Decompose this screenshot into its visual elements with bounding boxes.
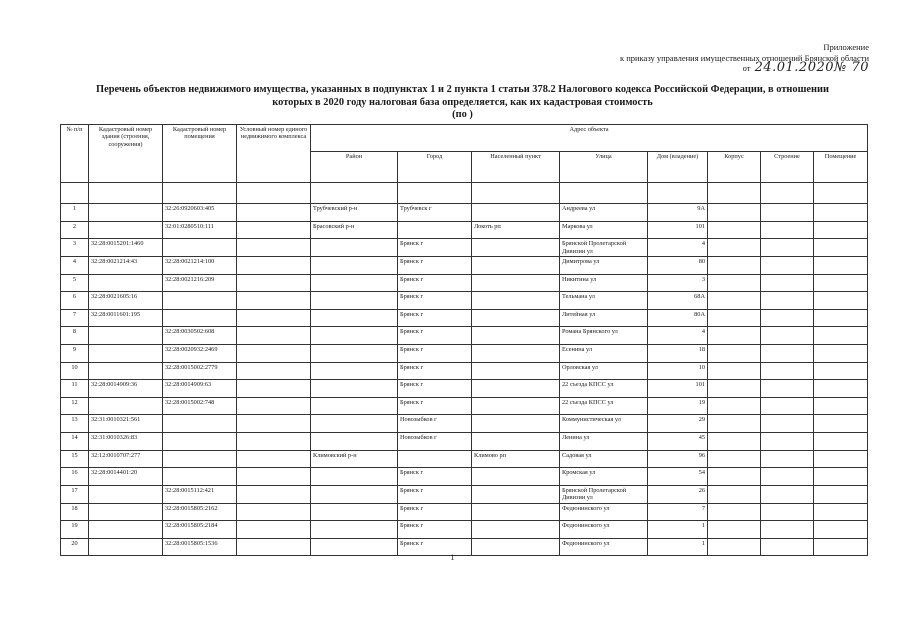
table-row: [61, 344, 868, 362]
cell-pomeshchenie: [814, 450, 868, 468]
cell-number: 16: [61, 468, 89, 486]
cell-complex-number: [237, 292, 311, 310]
cell-city: Брянск г: [398, 344, 472, 362]
cell-number: 15: [61, 450, 89, 468]
cell-pomeshchenie: [814, 327, 868, 345]
cell-complex-number: [237, 274, 311, 292]
cell-street: Романа Брянского ул: [560, 327, 648, 345]
cell-house: 1: [648, 538, 708, 556]
cell-complex-number: [237, 397, 311, 415]
cell-room-cadastral: 32:28:0015805:1536: [163, 538, 237, 556]
cell-district: [311, 380, 398, 398]
cell-building-cadastral: 32:28:0014401:20: [89, 468, 163, 486]
cell-house: 19: [648, 397, 708, 415]
cell-district: [311, 485, 398, 503]
cell-pomeshchenie: [814, 204, 868, 222]
cell-complex-number: [237, 432, 311, 450]
cell-city: Брянск г: [398, 503, 472, 521]
title-line-3: (по ): [452, 109, 473, 120]
cell-room-cadastral: 32:28:0030502:608: [163, 327, 237, 345]
cell-number: 4: [61, 257, 89, 275]
cell-street: Орловская ул: [560, 362, 648, 380]
cell-complex-number: [237, 239, 311, 257]
cell-stroenie: [761, 362, 814, 380]
cell-pomeshchenie: [814, 221, 868, 239]
cell-complex-number: [237, 327, 311, 345]
cell-room-cadastral: [163, 415, 237, 433]
cell-number: 19: [61, 521, 89, 539]
cell-house: 29: [648, 415, 708, 433]
table-row: [61, 415, 868, 433]
header-number: № п/п: [61, 125, 89, 183]
cell-settlement: [472, 292, 560, 310]
cell-room-cadastral: 32:28:0020932:2469: [163, 344, 237, 362]
cell-district: [311, 309, 398, 327]
cell-pomeshchenie: [814, 257, 868, 275]
cell-korpus: [708, 450, 761, 468]
table-row: [61, 274, 868, 292]
cell-korpus: [708, 432, 761, 450]
document-title: [40, 84, 885, 122]
cell-room-cadastral: [163, 432, 237, 450]
cell-stroenie: [761, 292, 814, 310]
cell-street: Федюнинского ул: [560, 538, 648, 556]
cell-stroenie: [761, 344, 814, 362]
cell-district: [311, 503, 398, 521]
cell-building-cadastral: 32:28:0021214:43: [89, 257, 163, 275]
cell-house: 9А: [648, 204, 708, 222]
cell-settlement: [472, 204, 560, 222]
table-row: [61, 450, 868, 468]
title-line-1: Перечень объектов недвижимого имущества, указанных в подпунктах 1 и 2 пункта 1 статьи 378.2 Налогового кодекса Российской Федерации, в отношении: [96, 84, 829, 95]
cell-building-cadastral: [89, 327, 163, 345]
cell-stroenie: [761, 309, 814, 327]
cell-pomeshchenie: [814, 362, 868, 380]
header-city: Город: [398, 152, 472, 183]
cell-district: [311, 362, 398, 380]
cell-pomeshchenie: [814, 397, 868, 415]
cell-district: [311, 274, 398, 292]
header-address: Адрес объекта: [311, 125, 868, 152]
cell-building-cadastral: 32:28:0014909:36: [89, 380, 163, 398]
cell-room-cadastral: [163, 450, 237, 468]
cell-city: Новозыбков г: [398, 415, 472, 433]
cell-room-cadastral: 32:28:0015002:2779: [163, 362, 237, 380]
table-row: [61, 503, 868, 521]
cell-number: 12: [61, 397, 89, 415]
cell-settlement: [472, 485, 560, 503]
cell-district: [311, 344, 398, 362]
cell-pomeshchenie: [814, 485, 868, 503]
cell-street: Коммунистическая ул: [560, 415, 648, 433]
cell-settlement: [472, 309, 560, 327]
cell-stroenie: [761, 257, 814, 275]
cell-city: Брянск г: [398, 362, 472, 380]
cell-stroenie: [761, 274, 814, 292]
cell-street: Федюнинского ул: [560, 521, 648, 539]
cell-korpus: [708, 239, 761, 257]
cell-number: 8: [61, 327, 89, 345]
cell-city: Брянск г: [398, 397, 472, 415]
table-row: [61, 257, 868, 275]
appendix-label: Приложение: [823, 42, 869, 52]
cell-building-cadastral: [89, 362, 163, 380]
cell-settlement: [472, 415, 560, 433]
table-row: [61, 380, 868, 398]
cell-building-cadastral: 32:31:0010321:561: [89, 415, 163, 433]
cell-city: Брянск г: [398, 538, 472, 556]
cell-house: 4: [648, 327, 708, 345]
cell-street: Брянской Пролетарской Дивизии ул: [560, 485, 648, 503]
title-line-2: которых в 2020 году налоговая база определяется, как их кадастровая стоимость: [272, 96, 653, 108]
cell-district: Трубчевский р-н: [311, 204, 398, 222]
cell-stroenie: [761, 239, 814, 257]
table-row: [61, 521, 868, 539]
appendix-reference: к приказу управления имущественных отношений Брянской области: [619, 52, 869, 63]
appendix-block: [620, 42, 869, 74]
cell-building-cadastral: [89, 344, 163, 362]
cell-room-cadastral: [163, 292, 237, 310]
cell-city: Брянск г: [398, 292, 472, 310]
cell-settlement: [472, 257, 560, 275]
cell-number: 10: [61, 362, 89, 380]
cell-pomeshchenie: [814, 503, 868, 521]
cell-stroenie: [761, 415, 814, 433]
cell-settlement: [472, 274, 560, 292]
cell-house: 80: [648, 257, 708, 275]
cell-korpus: [708, 415, 761, 433]
cell-house: 68А: [648, 292, 708, 310]
cell-stroenie: [761, 503, 814, 521]
cell-street: Маркова ул: [560, 221, 648, 239]
cell-korpus: [708, 468, 761, 486]
cell-korpus: [708, 344, 761, 362]
cell-complex-number: [237, 221, 311, 239]
table-row: [61, 309, 868, 327]
cell-building-cadastral: [89, 521, 163, 539]
cell-building-cadastral: 32:28:0011601:195: [89, 309, 163, 327]
cell-building-cadastral: 32:28:0015201:1460: [89, 239, 163, 257]
header-stroenie: Строение: [761, 152, 814, 183]
cell-district: [311, 257, 398, 275]
cell-room-cadastral: 32:28:0021214:100: [163, 257, 237, 275]
header-complex-number: Условный номер единого недвижимого комплекса: [237, 125, 311, 183]
cell-street: Андреева ул: [560, 204, 648, 222]
cell-stroenie: [761, 397, 814, 415]
cell-number: 7: [61, 309, 89, 327]
property-register-table: [60, 124, 868, 556]
cell-complex-number: [237, 257, 311, 275]
cell-stroenie: [761, 450, 814, 468]
table-row: [61, 468, 868, 486]
cell-number: 6: [61, 292, 89, 310]
cell-pomeshchenie: [814, 309, 868, 327]
cell-pomeshchenie: [814, 274, 868, 292]
table-row: [61, 362, 868, 380]
cell-room-cadastral: [163, 239, 237, 257]
cell-street: Тельмана ул: [560, 292, 648, 310]
table-row: [61, 221, 868, 239]
cell-building-cadastral: [89, 485, 163, 503]
cell-district: Брасовский р-н: [311, 221, 398, 239]
cell-district: [311, 292, 398, 310]
cell-korpus: [708, 503, 761, 521]
cell-street: Федюнинского ул: [560, 503, 648, 521]
cell-room-cadastral: 32:26:0920603:405: [163, 204, 237, 222]
cell-korpus: [708, 521, 761, 539]
cell-building-cadastral: [89, 204, 163, 222]
cell-district: Климовский р-н: [311, 450, 398, 468]
cell-complex-number: [237, 485, 311, 503]
cell-complex-number: [237, 362, 311, 380]
cell-street: 22 съезда КПСС ул: [560, 380, 648, 398]
cell-pomeshchenie: [814, 432, 868, 450]
cell-room-cadastral: [163, 309, 237, 327]
cell-district: [311, 397, 398, 415]
cell-city: Брянск г: [398, 239, 472, 257]
cell-pomeshchenie: [814, 292, 868, 310]
cell-house: 1: [648, 521, 708, 539]
spacer-row: [61, 183, 868, 204]
cell-settlement: [472, 432, 560, 450]
cell-complex-number: [237, 309, 311, 327]
cell-room-cadastral: 32:28:0021216:209: [163, 274, 237, 292]
cell-street: 22 съезда КПСС ул: [560, 397, 648, 415]
cell-pomeshchenie: [814, 468, 868, 486]
cell-number: 11: [61, 380, 89, 398]
cell-city: Брянск г: [398, 485, 472, 503]
header-settlement: Населенный пункт: [472, 152, 560, 183]
cell-complex-number: [237, 415, 311, 433]
cell-number: 20: [61, 538, 89, 556]
table-row: [61, 397, 868, 415]
table-row: [61, 204, 868, 222]
cell-city: Брянск г: [398, 257, 472, 275]
cell-number: 13: [61, 415, 89, 433]
cell-pomeshchenie: [814, 415, 868, 433]
cell-settlement: [472, 468, 560, 486]
cell-pomeshchenie: [814, 521, 868, 539]
cell-room-cadastral: 32:28:0015805:2184: [163, 521, 237, 539]
cell-city: Брянск г: [398, 327, 472, 345]
cell-district: [311, 415, 398, 433]
cell-building-cadastral: 32:12:0010707:277: [89, 450, 163, 468]
cell-street: Никитина ул: [560, 274, 648, 292]
cell-complex-number: [237, 450, 311, 468]
cell-house: 10: [648, 362, 708, 380]
cell-complex-number: [237, 344, 311, 362]
cell-city: Брянск г: [398, 521, 472, 539]
cell-street: Есенина ул: [560, 344, 648, 362]
cell-building-cadastral: 32:28:0021605:16: [89, 292, 163, 310]
cell-house: 101: [648, 221, 708, 239]
cell-street: Ленина ул: [560, 432, 648, 450]
cell-building-cadastral: [89, 274, 163, 292]
cell-korpus: [708, 221, 761, 239]
cell-stroenie: [761, 327, 814, 345]
cell-number: 9: [61, 344, 89, 362]
date-prefix: от: [742, 63, 751, 73]
cell-settlement: Климово рп: [472, 450, 560, 468]
cell-number: 18: [61, 503, 89, 521]
cell-korpus: [708, 485, 761, 503]
header-korpus: Корпус: [708, 152, 761, 183]
cell-house: 101: [648, 380, 708, 398]
cell-house: 7: [648, 503, 708, 521]
cell-number: 2: [61, 221, 89, 239]
cell-number: 5: [61, 274, 89, 292]
cell-settlement: [472, 327, 560, 345]
cell-pomeshchenie: [814, 344, 868, 362]
cell-house: 45: [648, 432, 708, 450]
header-building-cadastral: Кадастровый номер здания (строения, сооружения): [89, 125, 163, 183]
cell-room-cadastral: [163, 468, 237, 486]
cell-stroenie: [761, 468, 814, 486]
cell-complex-number: [237, 468, 311, 486]
cell-building-cadastral: 32:31:0010326:83: [89, 432, 163, 450]
cell-number: 3: [61, 239, 89, 257]
cell-city: Новозыбков г: [398, 432, 472, 450]
cell-korpus: [708, 274, 761, 292]
header-street: Улица: [560, 152, 648, 183]
cell-settlement: [472, 521, 560, 539]
cell-complex-number: [237, 380, 311, 398]
table-row: [61, 239, 868, 257]
header-district: Район: [311, 152, 398, 183]
cell-room-cadastral: 32:28:0015112:421: [163, 485, 237, 503]
cell-room-cadastral: 32:28:0015805:2162: [163, 503, 237, 521]
cell-settlement: [472, 362, 560, 380]
cell-house: 4: [648, 239, 708, 257]
cell-korpus: [708, 257, 761, 275]
cell-city: Трубчевск г: [398, 204, 472, 222]
handwritten-date-number: 24.01.2020№ 70: [754, 60, 869, 75]
cell-stroenie: [761, 521, 814, 539]
cell-street: Литейная ул: [560, 309, 648, 327]
cell-stroenie: [761, 221, 814, 239]
header-room-cadastral: Кадастровый номер помещения: [163, 125, 237, 183]
cell-settlement: [472, 239, 560, 257]
cell-number: 14: [61, 432, 89, 450]
cell-pomeshchenie: [814, 380, 868, 398]
cell-complex-number: [237, 503, 311, 521]
cell-street: Садовая ул: [560, 450, 648, 468]
cell-number: 1: [61, 204, 89, 222]
cell-room-cadastral: 32:01:0280510:111: [163, 221, 237, 239]
table-row: [61, 292, 868, 310]
cell-street: Димитрова ул: [560, 257, 648, 275]
cell-city: [398, 450, 472, 468]
cell-stroenie: [761, 432, 814, 450]
cell-house: 18: [648, 344, 708, 362]
cell-street: Брянской Пролетарской Дивизии ул: [560, 239, 648, 257]
table-row: [61, 485, 868, 503]
cell-street: Кромская ул: [560, 468, 648, 486]
cell-district: [311, 468, 398, 486]
cell-district: [311, 432, 398, 450]
cell-korpus: [708, 362, 761, 380]
cell-city: Брянск г: [398, 309, 472, 327]
cell-district: [311, 239, 398, 257]
cell-building-cadastral: [89, 503, 163, 521]
cell-stroenie: [761, 485, 814, 503]
table-row: [61, 327, 868, 345]
cell-district: [311, 327, 398, 345]
cell-room-cadastral: 32:28:0015002:748: [163, 397, 237, 415]
cell-settlement: [472, 344, 560, 362]
cell-korpus: [708, 327, 761, 345]
cell-complex-number: [237, 204, 311, 222]
cell-house: 3: [648, 274, 708, 292]
cell-house: 54: [648, 468, 708, 486]
cell-room-cadastral: 32:28:0014909:63: [163, 380, 237, 398]
cell-house: 96: [648, 450, 708, 468]
appendix-date-line: [620, 60, 869, 75]
header-pomeshchenie: Помещение: [814, 152, 868, 183]
cell-number: 17: [61, 485, 89, 503]
cell-pomeshchenie: [814, 239, 868, 257]
cell-building-cadastral: [89, 221, 163, 239]
cell-district: [311, 521, 398, 539]
cell-complex-number: [237, 521, 311, 539]
cell-city: Брянск г: [398, 274, 472, 292]
cell-stroenie: [761, 204, 814, 222]
cell-stroenie: [761, 380, 814, 398]
cell-korpus: [708, 292, 761, 310]
cell-house: 26: [648, 485, 708, 503]
page-number: 1: [450, 553, 455, 562]
header-house: Дом (владение): [648, 152, 708, 183]
cell-city: [398, 221, 472, 239]
cell-settlement: Локоть рп: [472, 221, 560, 239]
cell-city: Брянск г: [398, 380, 472, 398]
cell-building-cadastral: [89, 397, 163, 415]
cell-korpus: [708, 309, 761, 327]
table-row: [61, 432, 868, 450]
cell-korpus: [708, 204, 761, 222]
cell-settlement: [472, 503, 560, 521]
cell-korpus: [708, 380, 761, 398]
cell-house: 80А: [648, 309, 708, 327]
cell-settlement: [472, 380, 560, 398]
cell-korpus: [708, 397, 761, 415]
cell-city: Брянск г: [398, 468, 472, 486]
cell-settlement: [472, 397, 560, 415]
